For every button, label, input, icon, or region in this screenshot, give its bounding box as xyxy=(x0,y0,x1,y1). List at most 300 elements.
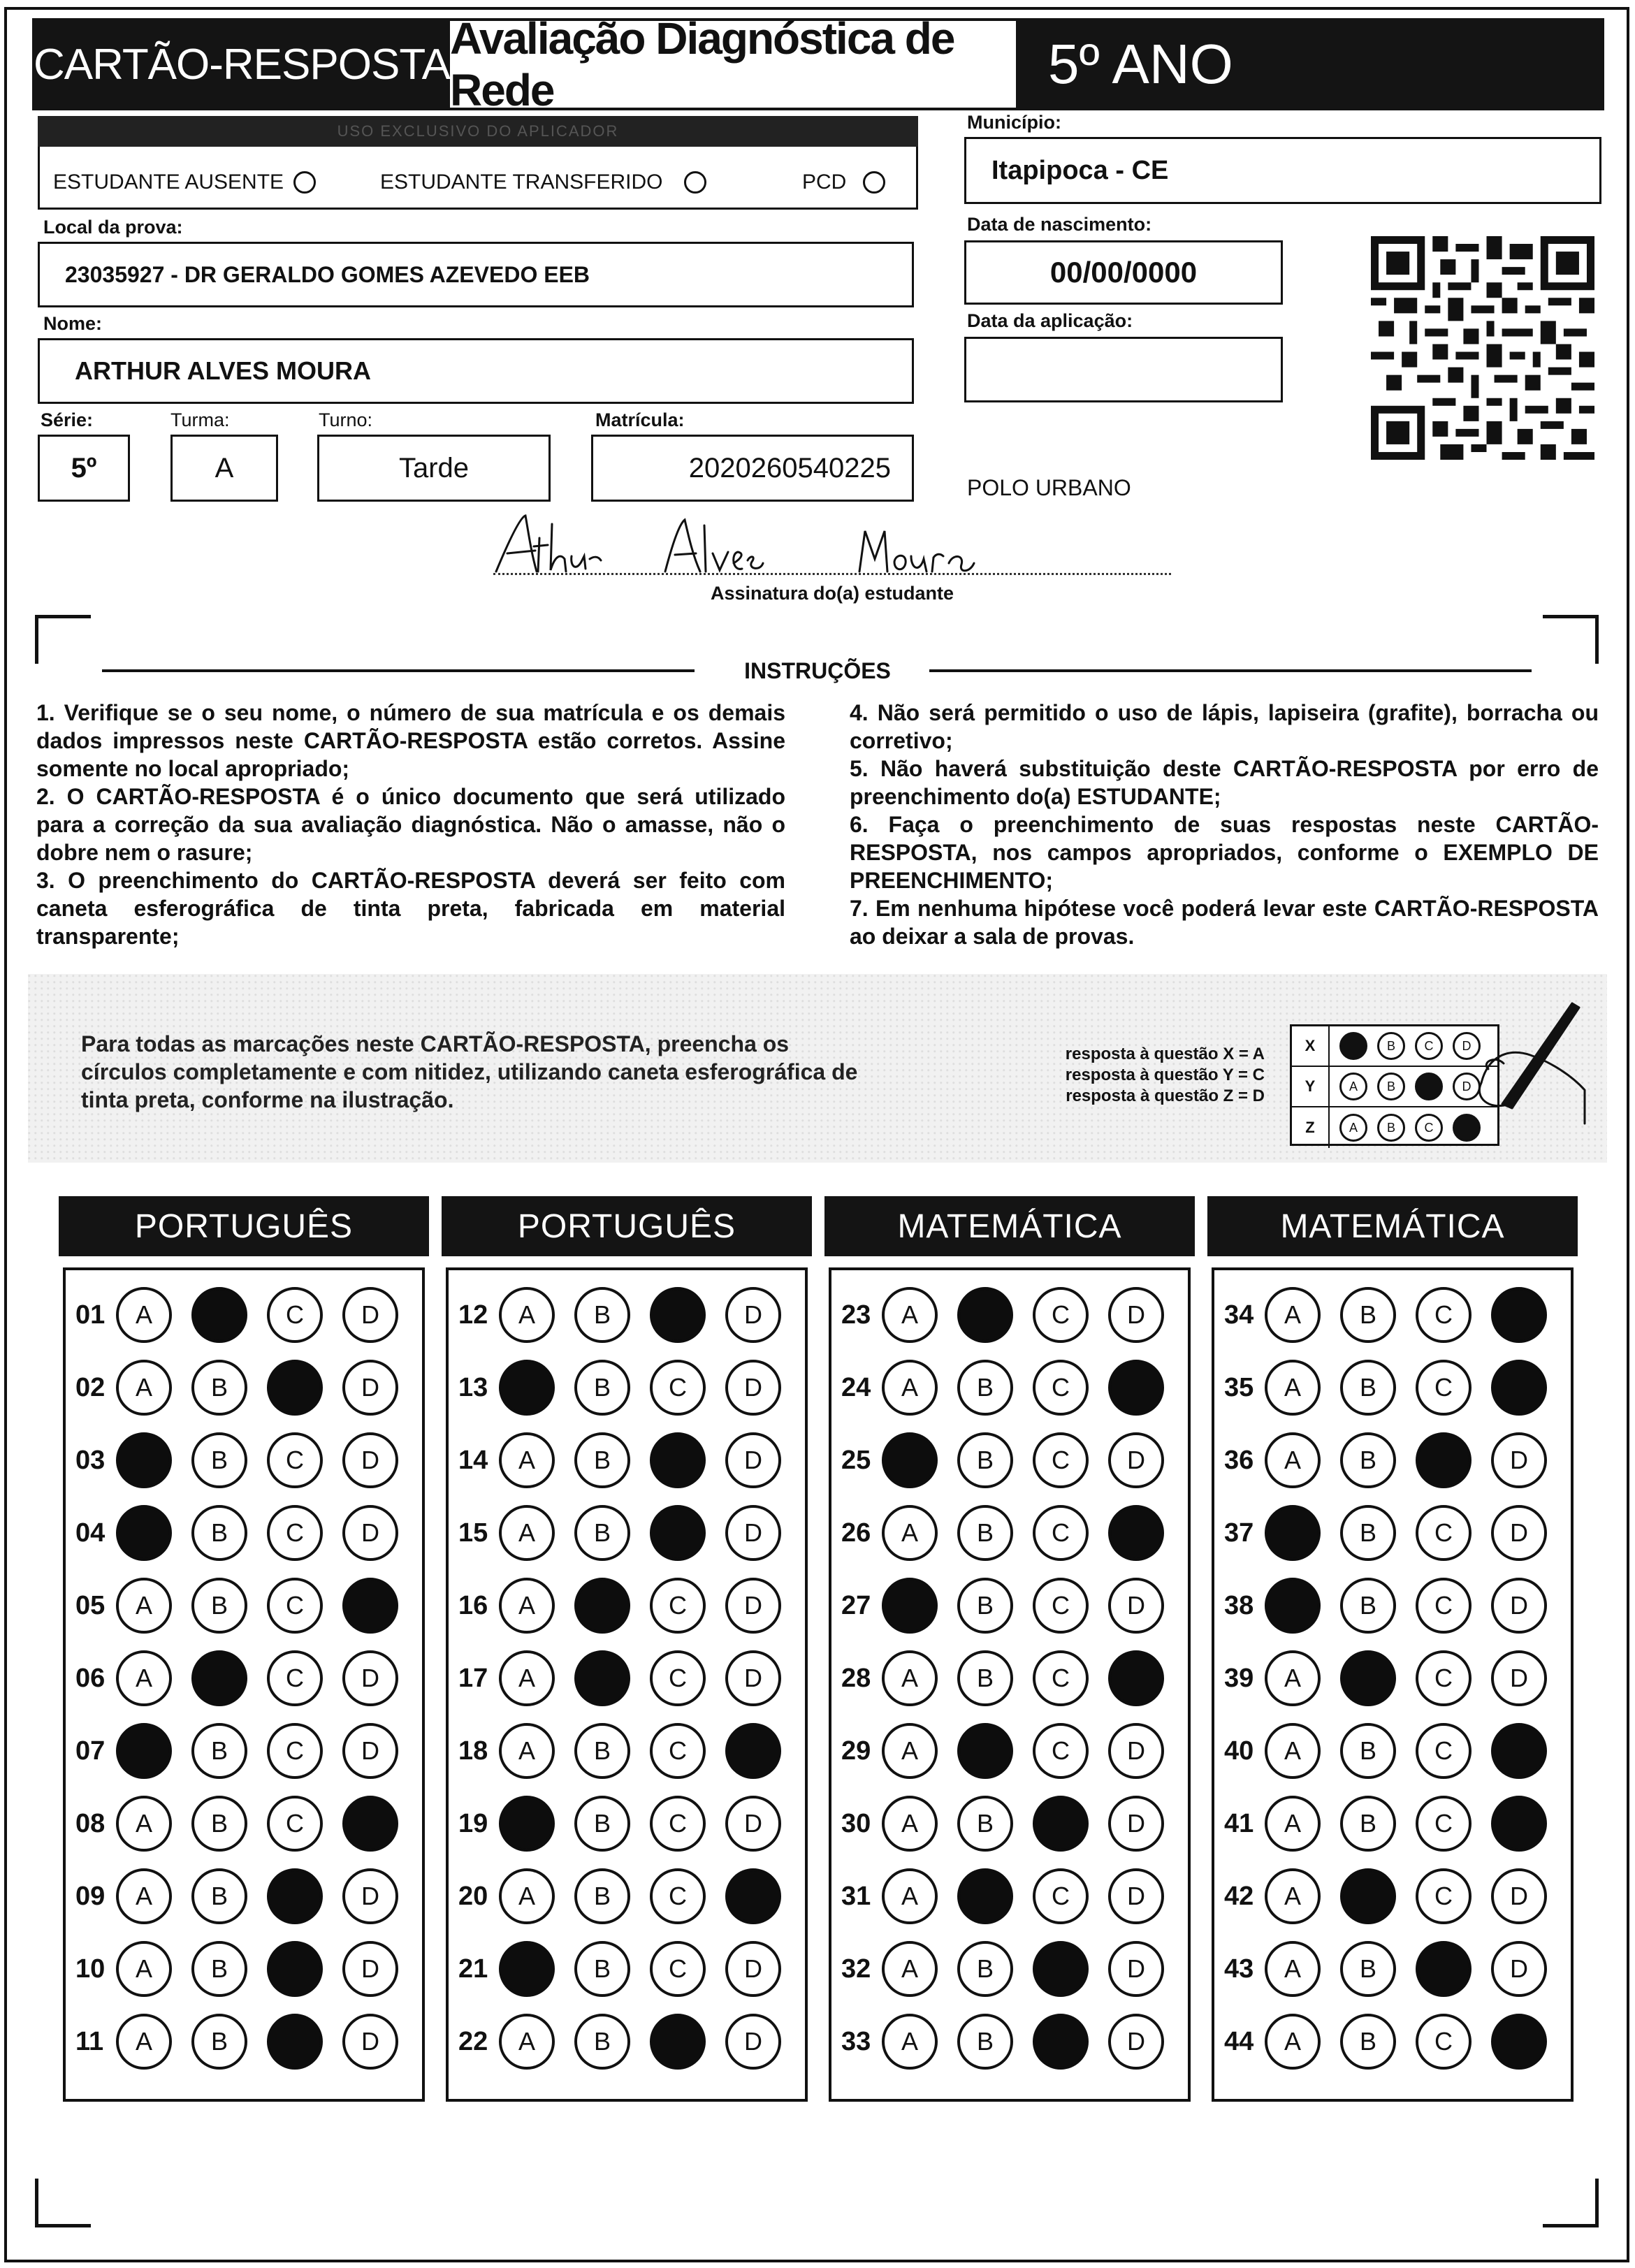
answer-bubble-c[interactable] xyxy=(1416,1432,1472,1488)
answer-bubble-c[interactable] xyxy=(1416,1287,1472,1343)
answer-bubble-c[interactable] xyxy=(1033,1941,1089,1997)
answer-bubble-c[interactable] xyxy=(267,1505,323,1561)
question-row xyxy=(75,1650,418,1706)
question-number: 20 xyxy=(458,1881,488,1911)
answer-bubble-d[interactable] xyxy=(1491,1796,1547,1852)
bubble-letter: D xyxy=(744,1446,762,1474)
answer-bubble-c[interactable] xyxy=(267,1941,323,1997)
answer-bubble-a[interactable] xyxy=(882,1723,938,1779)
answer-bubble-d[interactable] xyxy=(1491,1287,1547,1343)
answer-bubble-c[interactable] xyxy=(267,1650,323,1706)
question-row xyxy=(75,1578,418,1634)
answer-bubble-b[interactable] xyxy=(574,1360,630,1416)
example-row-z xyxy=(1292,1107,1497,1148)
bubble-letter: A xyxy=(135,1664,152,1692)
answer-bubble-b[interactable] xyxy=(574,1723,630,1779)
answer-bubble-a[interactable] xyxy=(882,1360,938,1416)
answer-bubble-d[interactable] xyxy=(1491,1505,1547,1561)
answer-bubble-c[interactable] xyxy=(650,1287,706,1343)
answer-bubble-a[interactable] xyxy=(882,1650,938,1706)
answer-bubble-d[interactable] xyxy=(342,1796,398,1852)
question-row xyxy=(841,1650,1184,1706)
bubble-letter: B xyxy=(976,1809,994,1838)
question-row xyxy=(458,1650,801,1706)
example-bubble-d: D xyxy=(1453,1073,1481,1100)
answer-bubble-d[interactable] xyxy=(725,2014,781,2070)
answer-bubble-c[interactable] xyxy=(1416,2014,1472,2070)
answer-bubble-b[interactable] xyxy=(574,1650,630,1706)
answer-bubble-a[interactable] xyxy=(116,1432,172,1488)
answer-bubble-b[interactable] xyxy=(957,2014,1013,2070)
exam-title: Avaliação Diagnóstica de Rede xyxy=(450,21,1016,108)
bubble-letter: C xyxy=(1434,1373,1453,1402)
answer-bubble-c[interactable] xyxy=(650,2014,706,2070)
answer-bubble-b[interactable] xyxy=(574,1287,630,1343)
bubble-letter: A xyxy=(1284,1736,1301,1765)
pcd-label: PCD xyxy=(802,170,847,194)
answer-bubble-a[interactable] xyxy=(116,1723,172,1779)
bubble-letter: C xyxy=(1052,1446,1070,1474)
bubble-letter: C xyxy=(1052,1882,1070,1910)
bubble-letter: A xyxy=(1284,1664,1301,1692)
answer-bubble-c[interactable] xyxy=(267,1360,323,1416)
bubble-letter: B xyxy=(976,1446,994,1474)
question-row xyxy=(75,1505,418,1561)
bubble-letter: B xyxy=(1359,1809,1376,1838)
bubble-letter: B xyxy=(1359,1591,1376,1620)
bubble-letter: D xyxy=(1510,1518,1528,1547)
answer-bubble-c[interactable] xyxy=(1416,1941,1472,1997)
bubble-letter: D xyxy=(744,1300,762,1329)
question-number: 03 xyxy=(75,1445,106,1475)
answer-bubble-b[interactable] xyxy=(1340,1650,1396,1706)
answer-bubble-a[interactable] xyxy=(116,1796,172,1852)
bubble-letter: D xyxy=(1510,1954,1528,1983)
answer-bubble-a[interactable] xyxy=(1265,1505,1321,1561)
bubble-letter: A xyxy=(518,2027,535,2056)
answer-bubble-c[interactable] xyxy=(1416,1578,1472,1634)
bubble-letter: C xyxy=(1434,1882,1453,1910)
question-row xyxy=(841,1868,1184,1924)
answer-bubble-a[interactable] xyxy=(1265,1287,1321,1343)
question-number: 14 xyxy=(458,1445,488,1475)
answer-bubble-b[interactable] xyxy=(957,1941,1013,1997)
answer-bubble-a[interactable] xyxy=(499,1432,555,1488)
answer-bubble-b[interactable] xyxy=(1340,1287,1396,1343)
answer-bubble-c[interactable] xyxy=(267,2014,323,2070)
answer-bubble-b[interactable] xyxy=(191,1868,247,1924)
absent-option[interactable] xyxy=(53,170,316,194)
answer-bubble-a[interactable] xyxy=(1265,1868,1321,1924)
bubble-letter: D xyxy=(1510,1591,1528,1620)
answer-bubble-a[interactable] xyxy=(882,1796,938,1852)
pcd-option[interactable] xyxy=(802,170,885,194)
answer-bubble-c[interactable] xyxy=(1416,1360,1472,1416)
bubble-letter: C xyxy=(1434,1518,1453,1547)
bubble-letter: A xyxy=(1284,1373,1301,1402)
answer-bubble-a[interactable] xyxy=(499,2014,555,2070)
answer-bubble-d[interactable] xyxy=(1491,1941,1547,1997)
answer-bubble-d[interactable] xyxy=(1108,1432,1164,1488)
answer-bubble-c[interactable] xyxy=(1033,1287,1089,1343)
section-title: MATEMÁTICA xyxy=(824,1196,1195,1256)
answer-bubble-b[interactable] xyxy=(957,1287,1013,1343)
answer-bubble-c[interactable] xyxy=(267,1723,323,1779)
answer-bubble-a[interactable] xyxy=(1265,1723,1321,1779)
question-row xyxy=(1224,1650,1567,1706)
answer-bubble-c[interactable] xyxy=(1033,1650,1089,1706)
answer-bubble-a[interactable] xyxy=(499,1796,555,1852)
answer-bubble-c[interactable] xyxy=(650,1432,706,1488)
answer-bubble-b[interactable] xyxy=(191,2014,247,2070)
legend-y: resposta à questão Y = C xyxy=(1065,1066,1265,1084)
answer-bubble-c[interactable] xyxy=(1033,1360,1089,1416)
answer-bubble-b[interactable] xyxy=(574,1868,630,1924)
question-row xyxy=(1224,2014,1567,2070)
answer-bubble-c[interactable] xyxy=(267,1796,323,1852)
answer-bubble-a[interactable] xyxy=(116,1941,172,1997)
bubble-letter: A xyxy=(518,1591,535,1620)
bubble-letter: B xyxy=(210,1591,228,1620)
answer-bubble-b[interactable] xyxy=(957,1796,1013,1852)
answer-bubble-a[interactable] xyxy=(499,1505,555,1561)
bubble-letter: C xyxy=(286,1518,304,1547)
answer-bubble-c[interactable] xyxy=(1033,1796,1089,1852)
answer-bubble-a[interactable] xyxy=(499,1287,555,1343)
answer-bubble-b[interactable] xyxy=(574,2014,630,2070)
answer-bubble-b[interactable] xyxy=(957,1650,1013,1706)
answer-bubble-d[interactable] xyxy=(1108,1723,1164,1779)
answer-bubble-c[interactable] xyxy=(267,1578,323,1634)
answer-bubble-c[interactable] xyxy=(650,1360,706,1416)
answer-bubble-c[interactable] xyxy=(1033,2014,1089,2070)
transferred-option[interactable] xyxy=(380,170,706,194)
answer-bubble-d[interactable] xyxy=(725,1868,781,1924)
question-row xyxy=(841,1360,1184,1416)
answer-bubble-c[interactable] xyxy=(1033,1578,1089,1634)
answer-bubble-c[interactable] xyxy=(1416,1796,1472,1852)
signature-label: Assinatura do(a) estudante xyxy=(710,583,954,604)
answer-bubble-d[interactable] xyxy=(1108,2014,1164,2070)
bubble-letter: A xyxy=(518,1446,535,1474)
answer-bubble-c[interactable] xyxy=(1033,1432,1089,1488)
bubble-letter: B xyxy=(593,1809,611,1838)
municipio-label: Município: xyxy=(967,112,1061,133)
answer-bubble-a[interactable] xyxy=(116,1650,172,1706)
answer-bubble-a[interactable] xyxy=(1265,1796,1321,1852)
answer-bubble-d[interactable] xyxy=(342,1941,398,1997)
bubble-letter: A xyxy=(1284,1882,1301,1910)
bubble-letter: B xyxy=(593,2027,611,2056)
answer-bubble-d[interactable] xyxy=(342,1432,398,1488)
answer-bubble-c[interactable] xyxy=(267,1287,323,1343)
bubble-letter: C xyxy=(669,1954,687,1983)
question-number: 09 xyxy=(75,1881,106,1911)
bubble-letter: A xyxy=(901,1736,918,1765)
answer-bubble-d[interactable] xyxy=(1491,1723,1547,1779)
bubble-letter: A xyxy=(901,1954,918,1983)
answer-bubble-b[interactable] xyxy=(1340,1796,1396,1852)
answer-bubble-d[interactable] xyxy=(725,1360,781,1416)
answer-bubble-c[interactable] xyxy=(1033,1505,1089,1561)
bubble-letter: D xyxy=(1127,1591,1145,1620)
answer-bubble-a[interactable] xyxy=(116,1360,172,1416)
answer-bubble-b[interactable] xyxy=(1340,1941,1396,1997)
question-row xyxy=(75,1941,418,1997)
question-row xyxy=(458,1578,801,1634)
bubble-letter: C xyxy=(669,1736,687,1765)
question-row xyxy=(75,1796,418,1852)
answer-bubble-b[interactable] xyxy=(191,1796,247,1852)
answer-bubble-c[interactable] xyxy=(1416,1650,1472,1706)
answer-bubble-c[interactable] xyxy=(650,1578,706,1634)
answer-bubble-d[interactable] xyxy=(1491,1360,1547,1416)
answer-bubble-b[interactable] xyxy=(574,1432,630,1488)
answer-bubble-b[interactable] xyxy=(574,1941,630,1997)
answer-bubble-d[interactable] xyxy=(1491,1868,1547,1924)
answer-bubble-a[interactable] xyxy=(1265,1941,1321,1997)
answer-bubble-d[interactable] xyxy=(725,1432,781,1488)
answer-bubble-c[interactable] xyxy=(650,1650,706,1706)
answer-bubble-d[interactable] xyxy=(725,1287,781,1343)
answer-bubble-b[interactable] xyxy=(957,1723,1013,1779)
answer-bubble-d[interactable] xyxy=(725,1941,781,1997)
instructions-rule-right xyxy=(929,669,1532,672)
answer-bubble-d[interactable] xyxy=(342,1868,398,1924)
answer-bubble-a[interactable] xyxy=(1265,1432,1321,1488)
question-number: 35 xyxy=(1224,1372,1254,1402)
answer-bubble-d[interactable] xyxy=(342,1360,398,1416)
answer-bubble-b[interactable] xyxy=(191,1941,247,1997)
answer-bubble-b[interactable] xyxy=(1340,1578,1396,1634)
answer-bubble-d[interactable] xyxy=(1108,1796,1164,1852)
question-number: 23 xyxy=(841,1300,871,1330)
answer-bubble-d[interactable] xyxy=(1108,1650,1164,1706)
answer-bubble-b[interactable] xyxy=(574,1796,630,1852)
question-number: 12 xyxy=(458,1300,488,1330)
bubble-letter: D xyxy=(361,1518,379,1547)
answer-bubble-b[interactable] xyxy=(957,1578,1013,1634)
answer-bubble-a[interactable] xyxy=(882,1941,938,1997)
question-row xyxy=(1224,1578,1567,1634)
answer-bubble-a[interactable] xyxy=(1265,1360,1321,1416)
instructions-rule-left xyxy=(102,669,695,672)
answer-bubble-b[interactable] xyxy=(1340,2014,1396,2070)
answer-bubble-b[interactable] xyxy=(957,1360,1013,1416)
example-bubble-c: C xyxy=(1415,1114,1443,1142)
answer-bubble-a[interactable] xyxy=(882,1432,938,1488)
answer-bubble-a[interactable] xyxy=(882,2014,938,2070)
answer-bubble-d[interactable] xyxy=(1491,1650,1547,1706)
answer-bubble-d[interactable] xyxy=(1108,1360,1164,1416)
municipio-field: Itapipoca - CE xyxy=(964,137,1601,204)
bubble-letter: A xyxy=(901,1518,918,1547)
question-number: 22 xyxy=(458,2026,488,2056)
answer-bubble-c[interactable] xyxy=(267,1432,323,1488)
question-number: 31 xyxy=(841,1881,871,1911)
bubble-letter: D xyxy=(361,1736,379,1765)
answer-bubble-c[interactable] xyxy=(650,1723,706,1779)
bubble-letter: A xyxy=(1284,2027,1301,2056)
answer-bubble-b[interactable] xyxy=(191,1505,247,1561)
answer-bubble-d[interactable] xyxy=(1491,1578,1547,1634)
bubble-letter: B xyxy=(593,1373,611,1402)
answer-bubble-b[interactable] xyxy=(957,1868,1013,1924)
bubble-letter: D xyxy=(361,1882,379,1910)
answer-bubble-a[interactable] xyxy=(882,1578,938,1634)
answer-bubble-b[interactable] xyxy=(191,1650,247,1706)
answer-bubble-c[interactable] xyxy=(1416,1868,1472,1924)
example-row-x xyxy=(1292,1026,1497,1067)
qr-code-icon xyxy=(1371,236,1594,460)
answer-bubble-a[interactable] xyxy=(882,1868,938,1924)
answer-bubble-a[interactable] xyxy=(116,1505,172,1561)
answer-bubble-d[interactable] xyxy=(342,1650,398,1706)
bubble-letter: A xyxy=(901,1373,918,1402)
turma-field: A xyxy=(170,435,278,502)
answer-bubble-b[interactable] xyxy=(1340,1723,1396,1779)
turno-field: Tarde xyxy=(317,435,551,502)
absent-circle[interactable] xyxy=(293,171,316,194)
answer-bubble-b[interactable] xyxy=(1340,1505,1396,1561)
question-row xyxy=(75,2014,418,2070)
answer-bubble-d[interactable] xyxy=(1491,1432,1547,1488)
answer-bubble-d[interactable] xyxy=(1108,1578,1164,1634)
question-number: 30 xyxy=(841,1808,871,1838)
answer-bubble-b[interactable] xyxy=(1340,1360,1396,1416)
pcd-circle[interactable] xyxy=(863,171,885,194)
bubble-letter: B xyxy=(976,1954,994,1983)
answer-bubble-a[interactable] xyxy=(882,1287,938,1343)
answer-bubble-c[interactable] xyxy=(650,1868,706,1924)
question-number: 40 xyxy=(1224,1736,1254,1766)
answer-bubble-d[interactable] xyxy=(342,2014,398,2070)
answer-bubble-a[interactable] xyxy=(882,1505,938,1561)
example-row-key: Y xyxy=(1292,1067,1330,1106)
answer-bubble-c[interactable] xyxy=(1033,1868,1089,1924)
example-bubble-b: B xyxy=(1377,1073,1405,1100)
bubble-letter: B xyxy=(593,1954,611,1983)
answer-bubble-d[interactable] xyxy=(1108,1868,1164,1924)
answer-bubble-b[interactable] xyxy=(957,1432,1013,1488)
answer-bubble-d[interactable] xyxy=(342,1287,398,1343)
application-date-field xyxy=(964,337,1283,402)
answer-bubble-b[interactable] xyxy=(191,1287,247,1343)
turno-label: Turno: xyxy=(319,409,373,430)
instruction-5: 5. Não haverá substituição deste CARTÃO-RESPOSTA por erro de preenchimento do(a) ESTUDANTE; xyxy=(850,756,1599,809)
answer-bubble-a[interactable] xyxy=(499,1578,555,1634)
example-bubble-c: C xyxy=(1415,1032,1443,1060)
bubble-letter: B xyxy=(1359,1736,1376,1765)
example-bubble-b: B xyxy=(1377,1032,1405,1060)
answer-bubble-d[interactable] xyxy=(725,1796,781,1852)
answer-bubble-b[interactable] xyxy=(1340,1432,1396,1488)
bubble-letter: D xyxy=(1127,1446,1145,1474)
answer-bubble-d[interactable] xyxy=(342,1578,398,1634)
answer-bubble-c[interactable] xyxy=(1416,1723,1472,1779)
bubble-letter: A xyxy=(135,1954,152,1983)
answer-bubble-d[interactable] xyxy=(1108,1941,1164,1997)
answer-bubble-a[interactable] xyxy=(116,2014,172,2070)
question-number: 11 xyxy=(75,2026,104,2056)
transferred-circle[interactable] xyxy=(684,171,706,194)
answer-bubble-b[interactable] xyxy=(574,1578,630,1634)
answer-bubble-d[interactable] xyxy=(725,1578,781,1634)
answer-bubble-d[interactable] xyxy=(1108,1505,1164,1561)
bubble-letter: B xyxy=(1359,1446,1376,1474)
question-number: 08 xyxy=(75,1808,106,1838)
answer-bubble-b[interactable] xyxy=(191,1360,247,1416)
answer-bubble-a[interactable] xyxy=(116,1287,172,1343)
answer-bubble-a[interactable] xyxy=(1265,2014,1321,2070)
bubble-letter: C xyxy=(1434,1300,1453,1329)
bubble-letter: D xyxy=(1127,2027,1145,2056)
question-number: 37 xyxy=(1224,1518,1254,1548)
bubble-letter: B xyxy=(210,1954,228,1983)
answer-bubble-a[interactable] xyxy=(499,1360,555,1416)
answer-bubble-c[interactable] xyxy=(650,1941,706,1997)
question-number: 10 xyxy=(75,1954,106,1984)
answer-bubble-a[interactable] xyxy=(116,1868,172,1924)
question-row xyxy=(458,1287,801,1343)
answer-bubble-c[interactable] xyxy=(267,1868,323,1924)
answer-bubble-d[interactable] xyxy=(725,1650,781,1706)
question-number: 39 xyxy=(1224,1663,1254,1693)
answer-bubble-d[interactable] xyxy=(1491,2014,1547,2070)
question-row xyxy=(75,1287,418,1343)
answer-bubble-b[interactable] xyxy=(191,1578,247,1634)
answer-bubble-a[interactable] xyxy=(499,1650,555,1706)
answer-bubble-a[interactable] xyxy=(499,1723,555,1779)
answer-bubble-c[interactable] xyxy=(1416,1505,1472,1561)
answer-bubble-d[interactable] xyxy=(342,1723,398,1779)
answer-bubble-a[interactable] xyxy=(499,1941,555,1997)
bubble-letter: C xyxy=(1052,1664,1070,1692)
answer-bubble-b[interactable] xyxy=(191,1432,247,1488)
question-number: 13 xyxy=(458,1372,488,1402)
answer-bubble-c[interactable] xyxy=(650,1796,706,1852)
answer-bubble-d[interactable] xyxy=(342,1505,398,1561)
answer-bubble-d[interactable] xyxy=(725,1505,781,1561)
question-row xyxy=(841,1941,1184,1997)
answer-bubble-a[interactable] xyxy=(1265,1578,1321,1634)
question-number: 05 xyxy=(75,1590,106,1620)
question-number: 01 xyxy=(75,1300,106,1330)
bubble-letter: A xyxy=(135,1300,152,1329)
bubble-letter: C xyxy=(669,1882,687,1910)
answer-bubble-d[interactable] xyxy=(725,1723,781,1779)
answer-bubble-a[interactable] xyxy=(499,1868,555,1924)
bubble-letter: D xyxy=(744,1954,762,1983)
example-row-key: Z xyxy=(1292,1107,1330,1148)
bubble-letter: C xyxy=(286,1300,304,1329)
answer-bubble-c[interactable] xyxy=(650,1505,706,1561)
answer-bubble-d[interactable] xyxy=(1108,1287,1164,1343)
question-row xyxy=(458,2014,801,2070)
answer-bubble-b[interactable] xyxy=(191,1723,247,1779)
answer-bubble-c[interactable] xyxy=(1033,1723,1089,1779)
question-number: 28 xyxy=(841,1663,871,1693)
question-row xyxy=(1224,1287,1567,1343)
answer-bubble-b[interactable] xyxy=(574,1505,630,1561)
answer-bubble-b[interactable] xyxy=(957,1505,1013,1561)
bubble-letter: B xyxy=(593,1518,611,1547)
bubble-letter: C xyxy=(1052,1300,1070,1329)
answer-bubble-a[interactable] xyxy=(116,1578,172,1634)
answer-bubble-a[interactable] xyxy=(1265,1650,1321,1706)
answer-bubble-b[interactable] xyxy=(1340,1868,1396,1924)
example-bubble-c xyxy=(1415,1073,1443,1100)
